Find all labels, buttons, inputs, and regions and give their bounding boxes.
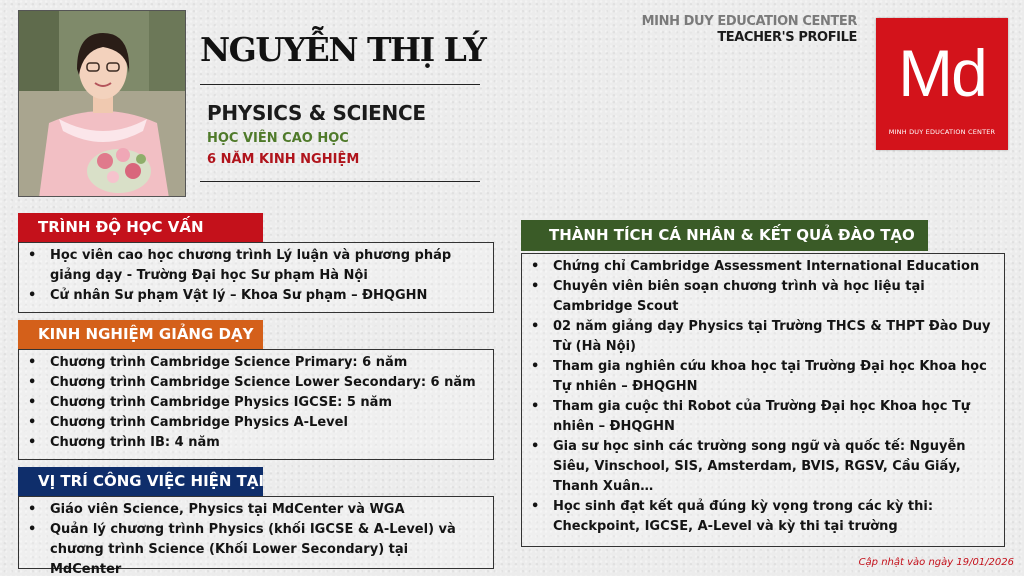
position-item: • Giáo viên Science, Physics tại MdCenter và WGA bbox=[27, 500, 481, 520]
achievement-item: • Tham gia cuộc thi Robot của Trường Đại học Khoa học Tự nhiên – ĐHQGHN bbox=[530, 397, 992, 437]
education-item: • Cử nhân Sư phạm Vật lý – Khoa Sư phạm – ĐHQGHN bbox=[27, 286, 481, 306]
teaching-experience-header: KINH NGHIỆM GIẢNG DẠY bbox=[18, 320, 263, 349]
experience-item: • Chương trình Cambridge Physics IGCSE: 5 năm bbox=[27, 393, 481, 413]
updated-date: Cập nhật vào ngày 19/01/2026 bbox=[858, 557, 1014, 568]
logo-text: MINH DUY EDUCATION CENTER bbox=[888, 128, 996, 136]
teaching-experience-box bbox=[18, 349, 494, 460]
teacher-subject: PHYSICS & SCIENCE bbox=[207, 101, 426, 125]
logo-mark: Md bbox=[898, 36, 986, 110]
education-header: TRÌNH ĐỘ HỌC VẤN bbox=[18, 213, 263, 242]
achievement-item: • Chuyên viên biên soạn chương trình và học liệu tại Cambridge Scout bbox=[530, 277, 992, 317]
profile-subtitle: TEACHER'S PROFILE bbox=[717, 30, 857, 45]
teacher-experience-years: 6 NĂM KINH NGHIỆM bbox=[207, 152, 360, 167]
achievement-item: • Tham gia nghiên cứu khoa học tại Trường Đại học Khoa học Tự nhiên – ĐHQGHN bbox=[530, 357, 992, 397]
info-divider bbox=[200, 181, 480, 182]
experience-item: • Chương trình Cambridge Science Primary: 6 năm bbox=[27, 353, 481, 373]
md-logo bbox=[876, 18, 1008, 150]
achievement-item: • Chứng chỉ Cambridge Assessment International Education bbox=[530, 257, 992, 277]
current-position-box bbox=[18, 496, 494, 576]
teacher-degree: HỌC VIÊN CAO HỌC bbox=[207, 131, 349, 146]
education-box bbox=[18, 242, 494, 313]
teacher-photo bbox=[18, 10, 186, 197]
achievement-item: • Học sinh đạt kết quả đúng kỳ vọng trong các kỳ thi: Checkpoint, IGCSE, A-Level và kỳ thi tại trường bbox=[530, 497, 992, 537]
name-divider bbox=[200, 84, 480, 85]
achievements-header: THÀNH TÍCH CÁ NHÂN & KẾT QUẢ ĐÀO TẠO bbox=[521, 220, 928, 251]
teacher-portrait-illustration bbox=[19, 11, 186, 197]
experience-item: • Chương trình Cambridge Physics A-Level bbox=[27, 413, 481, 433]
education-item: • Học viên cao học chương trình Lý luận và phương pháp giảng dạy - Trường Đại học Sư phạm Hà Nội bbox=[27, 246, 481, 286]
center-name: MINH DUY EDUCATION CENTER bbox=[641, 14, 857, 29]
achievements-box bbox=[521, 253, 1005, 547]
teacher-name: NGUYỄN THỊ LÝ bbox=[200, 30, 486, 69]
current-position-header: VỊ TRÍ CÔNG VIỆC HIỆN TẠI bbox=[18, 467, 263, 496]
achievement-item: • Gia sư học sinh các trường song ngữ và quốc tế: Nguyễn Siêu, Vinschool, SIS, Amsterdam, BVIS, RGSV, Cầu Giấy, Thanh Xuân… bbox=[530, 437, 992, 497]
experience-item: • Chương trình Cambridge Science Lower Secondary: 6 năm bbox=[27, 373, 481, 393]
achievement-item: • 02 năm giảng dạy Physics tại Trường THCS & THPT Đào Duy Từ (Hà Nội) bbox=[530, 317, 992, 357]
position-item: • Quản lý chương trình Physics (khối IGCSE & A-Level) và chương trình Science (Khối Lower Secondary) tại MdCenter bbox=[27, 520, 481, 576]
experience-item: • Chương trình IB: 4 năm bbox=[27, 433, 481, 453]
